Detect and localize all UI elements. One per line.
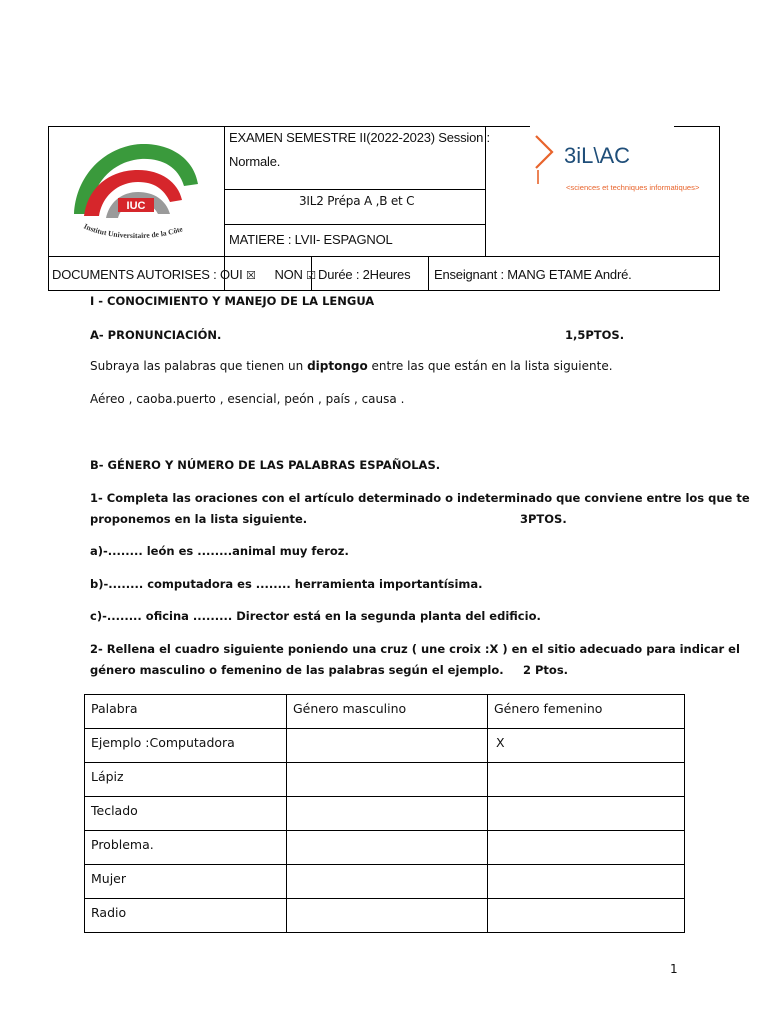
header-row-divider xyxy=(48,256,720,257)
partA-instruction-after: entre las que están en la lista siguiente. xyxy=(367,359,613,373)
documents-non-checkbox[interactable]: ☑ xyxy=(306,269,316,282)
3ilac-logo-text: 3iL\AC xyxy=(564,143,631,168)
header-border-right xyxy=(719,126,720,291)
table-cell-word: Lápiz xyxy=(85,763,287,797)
table-cell-masculine[interactable] xyxy=(287,729,488,763)
table-cell-word: Teclado xyxy=(85,797,287,831)
partA-instruction xyxy=(90,359,613,373)
documents-oui-label: DOCUMENTS AUTORISES : OUI xyxy=(52,267,243,282)
table-cell-feminine[interactable] xyxy=(488,797,685,831)
partA-instruction-bold: diptongo xyxy=(307,359,368,373)
header-mid-divider-1 xyxy=(224,189,486,190)
header-border-left xyxy=(48,126,49,291)
exam-header xyxy=(48,126,720,291)
table-cell-masculine[interactable] xyxy=(287,763,488,797)
table-cell-masculine[interactable] xyxy=(287,899,488,933)
table-cell-word: Ejemplo :Computadora xyxy=(85,729,287,763)
table-header-cell: Género masculino xyxy=(287,695,488,729)
table-cell-feminine[interactable]: X xyxy=(488,729,685,763)
table-cell-word: Radio xyxy=(85,899,287,933)
table-header-cell: Palabra xyxy=(85,695,287,729)
exam-title-line1: EXAMEN SEMESTRE II(2022-2023) Session : xyxy=(229,130,490,145)
table-cell-masculine[interactable] xyxy=(287,865,488,899)
table-row xyxy=(85,763,685,797)
table-row xyxy=(85,831,685,865)
header-bottom-divider-2 xyxy=(428,256,429,291)
table-header-cell: Género femenino xyxy=(488,695,685,729)
table-cell-masculine[interactable] xyxy=(287,797,488,831)
partB-title: B- GÉNERO Y NÚMERO DE LAS PALABRAS ESPAÑOLAS. xyxy=(90,458,441,472)
gender-table xyxy=(84,694,685,933)
documents-label xyxy=(52,267,316,284)
q2-line2: género masculino o femenino de las palabras según el ejemplo. xyxy=(90,663,504,677)
iuc-logo xyxy=(66,134,206,249)
iuc-logo-text: IUC xyxy=(126,200,146,212)
iuc-logo-arc-text: Institut Universitaire de la Côte xyxy=(82,221,184,241)
q2-line1: 2- Rellena el cuadro siguiente poniendo una cruz ( une croix :X ) en el sitio adecuado para indicar el xyxy=(90,642,740,656)
q1-points: 3PTOS. xyxy=(520,512,567,526)
q1-line1: 1- Completa las oraciones con el artículo determinado o indeterminado que conviene entre los que te xyxy=(90,491,750,505)
class-label: 3IL2 Prépa A ,B et C xyxy=(299,194,415,208)
q1-sentence-c: c)-........ oficina ......... Director está en la segunda planta del edificio. xyxy=(90,609,541,623)
exam-title-line2: Normale. xyxy=(229,154,281,169)
table-cell-word: Problema. xyxy=(85,831,287,865)
duration-label: Durée : 2Heures xyxy=(318,267,411,282)
partA-points: 1,5PTOS. xyxy=(565,328,625,342)
table-cell-feminine[interactable] xyxy=(488,865,685,899)
table-cell-feminine[interactable] xyxy=(488,831,685,865)
3ilac-logo xyxy=(530,126,700,198)
table-row xyxy=(85,797,685,831)
svg-text:Institut Universitaire de la C xyxy=(82,222,184,240)
q1-line2: proponemos en la lista siguiente. xyxy=(90,512,308,526)
header-border-bottom xyxy=(48,290,720,291)
table-cell-feminine[interactable] xyxy=(488,899,685,933)
page-number: 1 xyxy=(670,962,678,976)
3ilac-logo-tagline: <sciences et techniques informatiques> xyxy=(566,183,700,192)
header-mid-divider-2 xyxy=(224,224,486,225)
partA-title: A- PRONUNCIACIÓN. xyxy=(90,328,222,342)
table-row xyxy=(85,729,685,763)
table-cell-masculine[interactable] xyxy=(287,831,488,865)
subject-label: MATIERE : LVII- ESPAGNOL xyxy=(229,232,393,247)
table-header-row xyxy=(85,695,685,729)
q1-sentence-b: b)-........ computadora es ........ herramienta importantísima. xyxy=(90,577,483,591)
partA-words: Aéreo , caoba.puerto , esencial, peón , país , causa . xyxy=(90,392,405,406)
table-cell-feminine[interactable] xyxy=(488,763,685,797)
table-row xyxy=(85,865,685,899)
documents-non-label: NON xyxy=(274,267,303,282)
header-border-top xyxy=(48,126,530,127)
table-row xyxy=(85,899,685,933)
partA-instruction-before: Subraya las palabras que tienen un xyxy=(90,359,308,373)
header-border-top-right xyxy=(674,126,720,127)
documents-oui-checkbox[interactable]: ☒ xyxy=(245,269,256,282)
section1-title: I - CONOCIMIENTO Y MANEJO DE LA LENGUA xyxy=(90,294,375,308)
teacher-label: Enseignant : MANG ETAME André. xyxy=(434,267,632,282)
q1-sentence-a: a)-........ león es ........animal muy feroz. xyxy=(90,544,349,558)
table-cell-word: Mujer xyxy=(85,865,287,899)
q2-points: 2 Ptos. xyxy=(523,663,569,677)
